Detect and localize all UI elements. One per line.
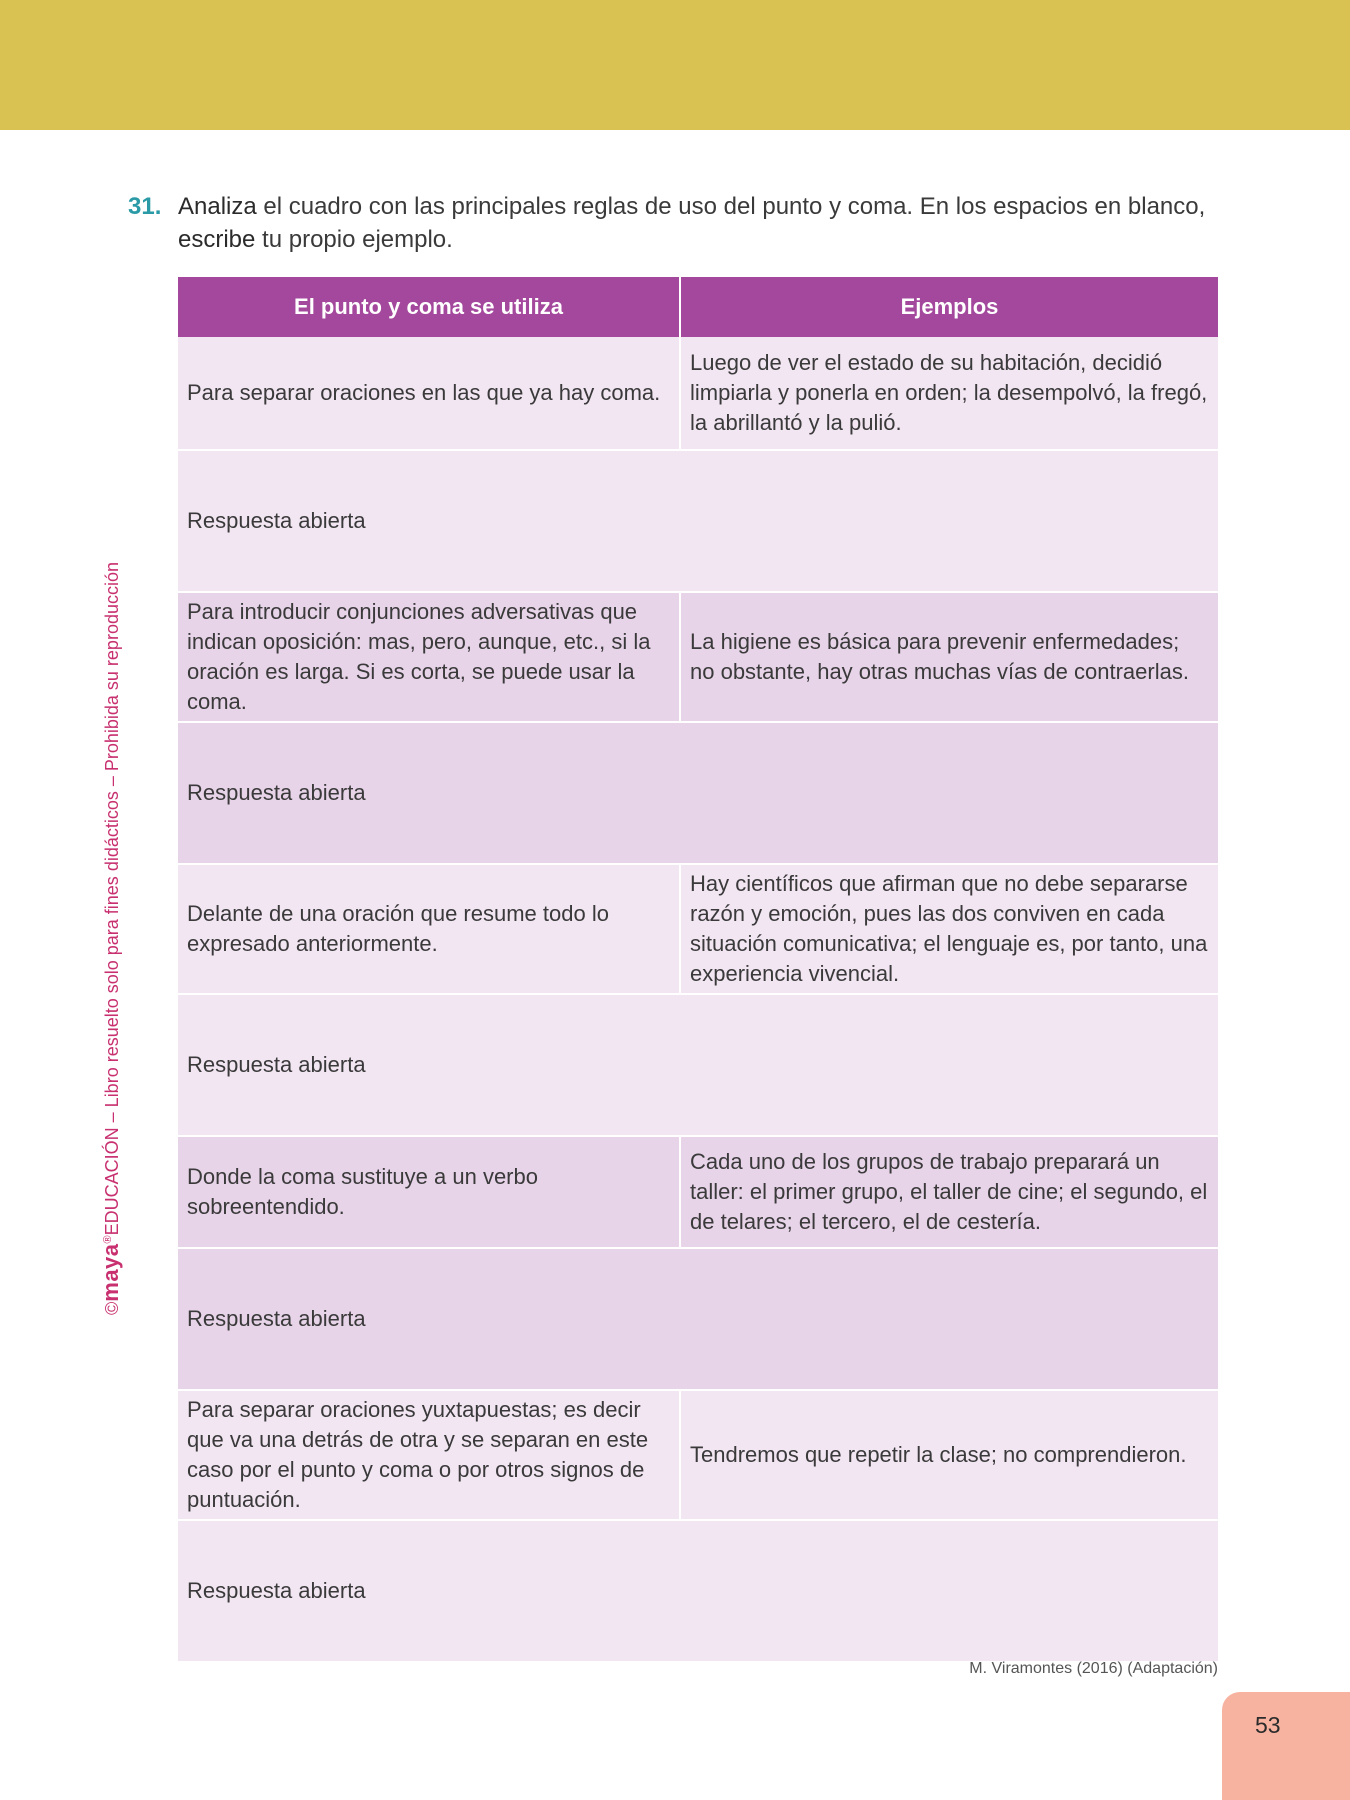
answer-row: [178, 1520, 1218, 1662]
example-cell: Hay científicos que afirman que no debe separarse razón y emoción, pues las dos conviven en cada situación comunicativa; el lenguaje es, por tanto, una experiencia vivencial.: [680, 864, 1218, 994]
example-cell: Tendremos que repetir la clase; no comprendieron.: [680, 1390, 1218, 1520]
top-color-band: [0, 0, 1350, 130]
open-answer-field[interactable]: Respuesta abierta: [178, 994, 1218, 1136]
table-row: [178, 1390, 1218, 1520]
table-header-row: [178, 277, 1218, 337]
open-answer-field[interactable]: Respuesta abierta: [178, 722, 1218, 864]
copyright-symbol: ©: [102, 1301, 122, 1315]
answer-row: [178, 450, 1218, 592]
exercise-number: 31.: [128, 193, 162, 220]
rule-cell: Donde la coma sustituye a un verbo sobreentendido.: [178, 1136, 680, 1248]
header-rule: El punto y coma se utiliza: [178, 277, 680, 337]
rule-cell: Para separar oraciones yuxtapuestas; es decir que va una detrás de otra y se separan en este caso por el punto y coma o por otros signos de puntuación.: [178, 1390, 680, 1520]
open-answer-field[interactable]: Respuesta abierta: [178, 1248, 1218, 1390]
answer-row: [178, 1248, 1218, 1390]
example-cell: Cada uno de los grupos de trabajo preparará un taller: el primer grupo, el taller de cine; el segundo, el de telares; el tercero, el de cestería.: [680, 1136, 1218, 1248]
open-answer-field[interactable]: Respuesta abierta: [178, 450, 1218, 592]
answer-row: [178, 722, 1218, 864]
registered-symbol: ®: [102, 1235, 114, 1244]
side-note-text: EDUCACIÓN – Libro resuelto solo para fines didácticos – Prohibida su reproducción: [102, 562, 122, 1236]
exercise-text-part1: el cuadro con las principales reglas de uso del punto y coma. En los espacios en blanco,: [256, 193, 1206, 220]
page-number-tab: [1222, 1692, 1350, 1800]
table-row: [178, 1136, 1218, 1248]
example-cell: La higiene es básica para prevenir enfermedades; no obstante, hay otras muchas vías de contraerlas.: [680, 592, 1218, 722]
header-examples: Ejemplos: [680, 277, 1218, 337]
rule-cell: Delante de una oración que resume todo lo expresado anteriormente.: [178, 864, 680, 994]
source-citation: M. Viramontes (2016) (Adaptación): [969, 1660, 1218, 1677]
open-answer-field[interactable]: Respuesta abierta: [178, 1520, 1218, 1662]
exercise-text: [178, 190, 1223, 256]
table-row: [178, 864, 1218, 994]
table-row: [178, 337, 1218, 450]
brand-logo-text: maya: [98, 1243, 123, 1302]
page-number: 53: [1255, 1712, 1281, 1738]
semicolon-rules-table: [178, 277, 1218, 1663]
exercise-text-part2: tu propio ejemplo.: [255, 226, 453, 253]
side-copyright-note: [98, 562, 124, 1315]
example-cell: Luego de ver el estado de su habitación, decidió limpiarla y ponerla en orden; la desempolvó, la fregó, la abrillantó y la pulió.: [680, 337, 1218, 450]
exercise-verb-analiza: Analiza: [178, 193, 257, 220]
rule-cell: Para separar oraciones en las que ya hay coma.: [178, 337, 680, 450]
answer-row: [178, 994, 1218, 1136]
table-row: [178, 592, 1218, 722]
rule-cell: Para introducir conjunciones adversativas que indican oposición: mas, pero, aunque, etc., si la oración es larga. Si es corta, se puede usar la coma.: [178, 592, 680, 722]
exercise-verb-escribe: escribe: [178, 226, 256, 253]
